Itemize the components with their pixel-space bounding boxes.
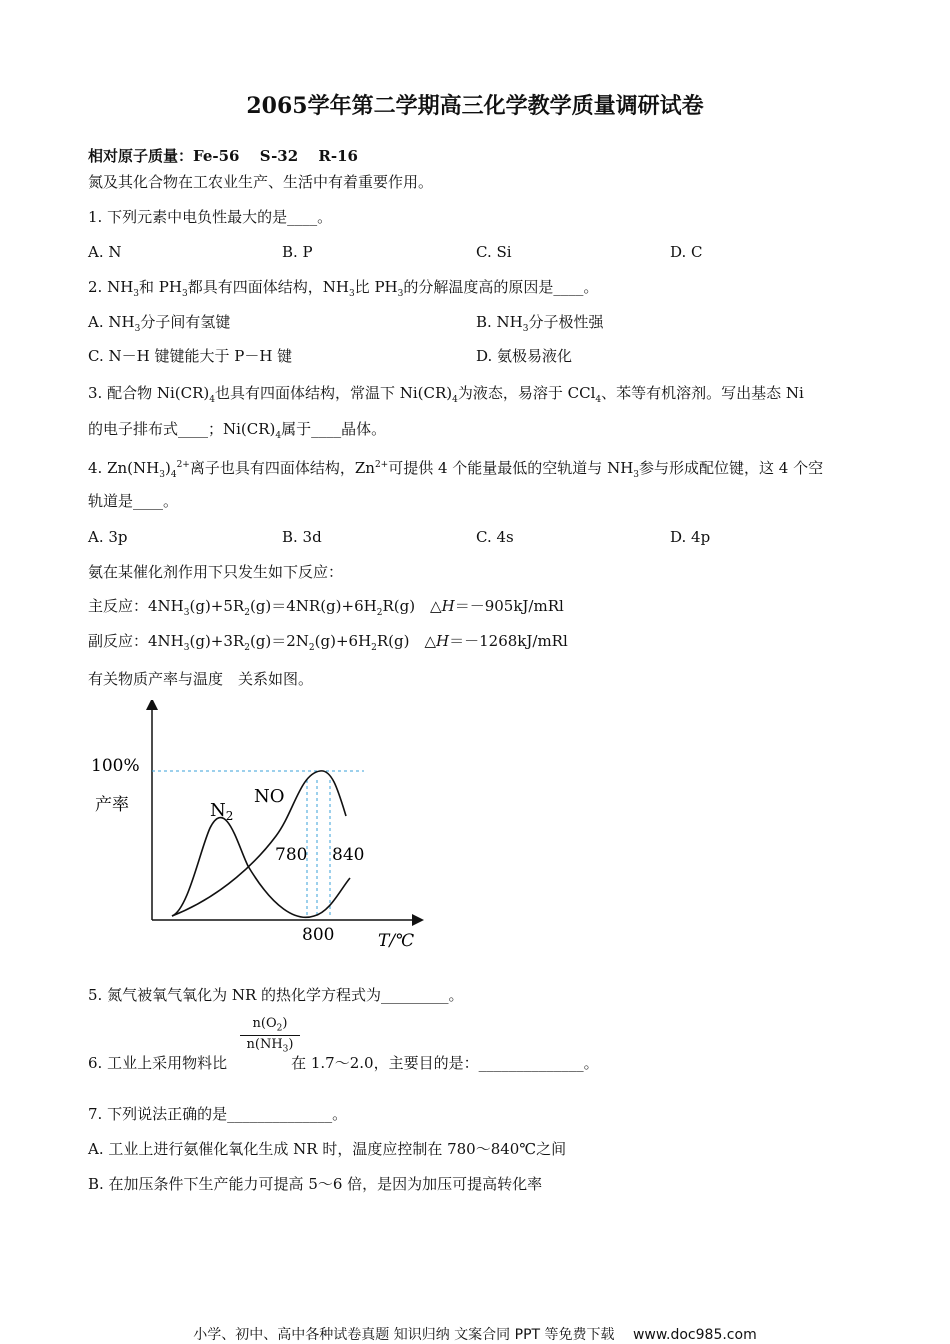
q1-option-c: C. Si [476,243,512,261]
question-3-line-2: 的电子排布式____；$Ni(CR)_4$属于____晶体。 [88,420,387,441]
q7-option-b: B. 在加压条件下生产能力可提高 5～6 倍，是因为加压可提高转化率 [88,1175,543,1193]
question-2: 2. $NH_3$和 $PH_3$都具有四面体结构，$NH_3$比 $PH_3$的分解温度高的原因是____。 [88,278,599,299]
y-max-label: 100% [91,756,140,776]
question-4-line-1: 4. $Zn(NH_3)_4^{2+}$离子也具有四面体结构，$Zn^{2+}$可提供 4 个能量最低的空轨道与 $NH_3$参与形成配位键，这 4 个空 [88,459,824,480]
page-footer: 小学、初中、高中各种试卷真题 知识归纳 文案合同 PPT 等免费下载 www.doc985.com [193,1327,757,1343]
series-label-no: NO [254,786,285,807]
page-title: 2065学年第二学期高三化学教学质量调研试卷 [246,93,704,119]
x-axis-label: T/℃ [378,931,415,951]
y-axis-label: 产率 [95,795,129,815]
fraction-denominator: $n(NH_3)$ [246,1036,294,1055]
q1-option-a: A. N [88,243,122,261]
intro-paragraph-1: 氮及其化合物在工农业生产、生活中有着重要作用。 [88,173,434,191]
fraction-numerator: $n(O_2)$ [240,1016,300,1036]
question-4-line-2: 轨道是____。 [88,492,179,510]
question-5: 5. 氮气被氧气氧化为 NR 的热化学方程式为_________。 [88,986,464,1004]
x-tick-800: 800 [302,925,335,945]
series-label-n2: $N_2$ [210,800,234,823]
q4-option-a: A. 3p [88,528,128,546]
q2-option-b: B. $NH_3$分子极性强 [476,313,604,334]
q4-option-c: C. 4s [476,528,514,546]
q1-option-b: B. P [282,243,313,261]
q7-option-a: A. 工业上进行氨催化氧化生成 NR 时，温度应控制在 780～840℃之间 [88,1140,567,1158]
q2-option-a: A. $NH_3$分子间有氢键 [88,313,231,334]
atomic-mass-line: 相对原子质量：Fe-56 S-32 R-16 [88,147,358,165]
q1-option-d: D. C [670,243,703,261]
yield-temperature-chart [88,700,433,955]
intro-paragraph-2: 氨在某催化剂作用下只发生如下反应： [88,563,344,581]
ratio-fraction [240,1016,300,1054]
series-n2-curve [172,818,350,918]
q2-option-d: D. 氨极易液化 [476,347,573,365]
question-6: 6. 工业上采用物料比 在 1.7～2.0，主要目的是：______________。 [88,1054,599,1072]
question-3-line-1: 3. 配合物 $Ni(CR)_4$也具有四面体结构，常温下 $Ni(CR)_4$为液态，易溶于 CCl$_4$、苯等有机溶剂。写出基态 Ni [88,384,804,405]
x-tick-780: 780 [275,845,308,865]
q4-option-d: D. 4p [670,528,711,546]
question-1: 1. 下列元素中电负性最大的是____。 [88,208,333,226]
q2-option-c: C. N－H 键键能大于 P－H 键 [88,347,293,365]
question-7: 7. 下列说法正确的是______________。 [88,1105,348,1123]
intro-paragraph-3: 有关物质产率与温度 关系如图。 [88,670,314,688]
side-reaction: 副反应：$4NH_3(g)+3R_2(g)=2N_2(g)+6H_2R(g)$ △H＝－1268kJ/mRl [88,632,568,653]
x-tick-840: 840 [332,845,365,865]
main-reaction: 主反应：$4NH_3(g)+5R_2(g)=4NR(g)+6H_2R(g)$ △H＝－905kJ/mRl [88,597,564,618]
q4-option-b: B. 3d [282,528,322,546]
